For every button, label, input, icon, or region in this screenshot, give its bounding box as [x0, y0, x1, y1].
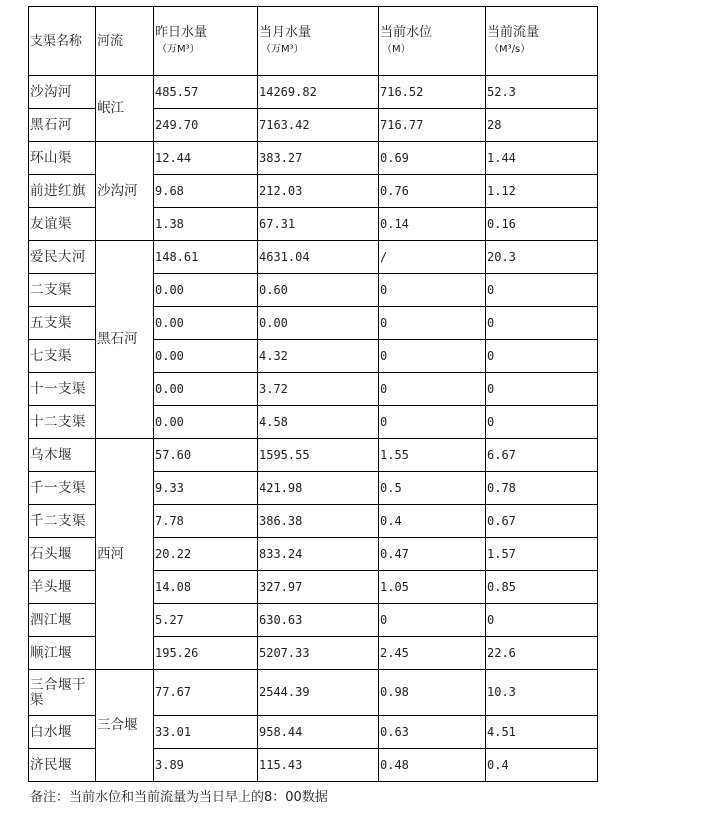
branch-name-cell: 三合堰干渠	[29, 670, 96, 716]
month-volume-cell: 212.03	[258, 175, 379, 208]
branch-name-cell: 沙沟河	[29, 76, 96, 109]
current-flow-cell: 0.16	[486, 208, 598, 241]
branch-name-cell: 羊头堰	[29, 571, 96, 604]
current-level-cell: 0.76	[379, 175, 486, 208]
river-cell: 西河	[96, 439, 154, 670]
yesterday-volume-cell: 249.70	[154, 109, 258, 142]
month-volume-cell: 1595.55	[258, 439, 379, 472]
branch-name-cell: 顺江堰	[29, 637, 96, 670]
month-volume-cell: 4631.04	[258, 241, 379, 274]
current-flow-cell: 4.51	[486, 716, 598, 749]
branch-name-cell: 环山渠	[29, 142, 96, 175]
month-volume-cell: 7163.42	[258, 109, 379, 142]
current-level-cell: 0.48	[379, 749, 486, 782]
branch-name-cell: 千一支渠	[29, 472, 96, 505]
yesterday-volume-cell: 0.00	[154, 307, 258, 340]
month-volume-cell: 958.44	[258, 716, 379, 749]
current-flow-cell: 0.85	[486, 571, 598, 604]
table-row	[29, 142, 598, 175]
branch-name-cell: 十一支渠	[29, 373, 96, 406]
river-cell: 黑石河	[96, 241, 154, 439]
table-row	[29, 439, 598, 472]
branch-name-cell: 十二支渠	[29, 406, 96, 439]
current-level-cell: 0.98	[379, 670, 486, 716]
branch-name-cell: 泗江堰	[29, 604, 96, 637]
branch-name-cell: 乌木堰	[29, 439, 96, 472]
current-flow-cell: 1.12	[486, 175, 598, 208]
header-month-volume: 当月水量 （万M³）	[258, 7, 379, 76]
month-volume-cell: 115.43	[258, 749, 379, 782]
current-level-cell: 0	[379, 406, 486, 439]
current-flow-cell: 0.67	[486, 505, 598, 538]
current-flow-cell: 0.78	[486, 472, 598, 505]
branch-name-cell: 五支渠	[29, 307, 96, 340]
river-cell: 岷江	[96, 76, 154, 142]
yesterday-volume-cell: 0.00	[154, 340, 258, 373]
current-flow-cell: 0	[486, 373, 598, 406]
yesterday-volume-cell: 57.60	[154, 439, 258, 472]
current-level-cell: 0.69	[379, 142, 486, 175]
yesterday-volume-cell: 9.68	[154, 175, 258, 208]
branch-name-cell: 白水堰	[29, 716, 96, 749]
current-flow-cell: 22.6	[486, 637, 598, 670]
header-current-flow: 当前流量 （M³/s）	[486, 7, 598, 76]
footnote: 备注：当前水位和当前流量为当日早上的8：00数据	[30, 790, 328, 805]
current-flow-cell: 0	[486, 274, 598, 307]
yesterday-volume-cell: 0.00	[154, 274, 258, 307]
river-cell: 沙沟河	[96, 142, 154, 241]
month-volume-cell: 833.24	[258, 538, 379, 571]
current-level-cell: /	[379, 241, 486, 274]
yesterday-volume-cell: 7.78	[154, 505, 258, 538]
water-data-table	[28, 6, 598, 782]
yesterday-volume-cell: 33.01	[154, 716, 258, 749]
yesterday-volume-cell: 1.38	[154, 208, 258, 241]
month-volume-cell: 0.60	[258, 274, 379, 307]
current-level-cell: 0.14	[379, 208, 486, 241]
current-flow-cell: 28	[486, 109, 598, 142]
current-level-cell: 0	[379, 373, 486, 406]
branch-name-cell: 七支渠	[29, 340, 96, 373]
current-flow-cell: 0	[486, 307, 598, 340]
branch-name-cell: 二支渠	[29, 274, 96, 307]
current-flow-cell: 0	[486, 406, 598, 439]
yesterday-volume-cell: 12.44	[154, 142, 258, 175]
header-yesterday-volume: 昨日水量 （万M³）	[154, 7, 258, 76]
month-volume-cell: 630.63	[258, 604, 379, 637]
yesterday-volume-cell: 3.89	[154, 749, 258, 782]
table-row	[29, 76, 598, 109]
header-row	[29, 7, 598, 76]
current-flow-cell: 52.3	[486, 76, 598, 109]
month-volume-cell: 5207.33	[258, 637, 379, 670]
branch-name-cell: 石头堰	[29, 538, 96, 571]
current-level-cell: 0	[379, 274, 486, 307]
current-level-cell: 716.52	[379, 76, 486, 109]
month-volume-cell: 4.58	[258, 406, 379, 439]
yesterday-volume-cell: 485.57	[154, 76, 258, 109]
current-flow-cell: 0.4	[486, 749, 598, 782]
branch-name-cell: 济民堰	[29, 749, 96, 782]
yesterday-volume-cell: 0.00	[154, 373, 258, 406]
month-volume-cell: 0.00	[258, 307, 379, 340]
month-volume-cell: 3.72	[258, 373, 379, 406]
month-volume-cell: 67.31	[258, 208, 379, 241]
current-level-cell: 1.05	[379, 571, 486, 604]
month-volume-cell: 2544.39	[258, 670, 379, 716]
current-flow-cell: 0	[486, 340, 598, 373]
yesterday-volume-cell: 195.26	[154, 637, 258, 670]
current-level-cell: 1.55	[379, 439, 486, 472]
current-level-cell: 716.77	[379, 109, 486, 142]
header-river: 河流	[96, 7, 154, 76]
river-cell: 三合堰	[96, 670, 154, 782]
current-level-cell: 2.45	[379, 637, 486, 670]
current-level-cell: 0	[379, 307, 486, 340]
month-volume-cell: 4.32	[258, 340, 379, 373]
current-level-cell: 0	[379, 604, 486, 637]
yesterday-volume-cell: 148.61	[154, 241, 258, 274]
month-volume-cell: 421.98	[258, 472, 379, 505]
current-level-cell: 0.63	[379, 716, 486, 749]
branch-name-cell: 黑石河	[29, 109, 96, 142]
current-flow-cell: 1.44	[486, 142, 598, 175]
branch-name-cell: 爱民大河	[29, 241, 96, 274]
current-level-cell: 0.4	[379, 505, 486, 538]
current-flow-cell: 6.67	[486, 439, 598, 472]
month-volume-cell: 14269.82	[258, 76, 379, 109]
branch-name-cell: 千二支渠	[29, 505, 96, 538]
branch-name-cell: 友谊渠	[29, 208, 96, 241]
current-flow-cell: 0	[486, 604, 598, 637]
table-row	[29, 670, 598, 716]
header-branch-name: 支渠名称	[29, 7, 96, 76]
yesterday-volume-cell: 14.08	[154, 571, 258, 604]
yesterday-volume-cell: 5.27	[154, 604, 258, 637]
branch-name-cell: 前进红旗	[29, 175, 96, 208]
yesterday-volume-cell: 77.67	[154, 670, 258, 716]
table-row	[29, 241, 598, 274]
header-current-level: 当前水位 （M）	[379, 7, 486, 76]
month-volume-cell: 383.27	[258, 142, 379, 175]
yesterday-volume-cell: 20.22	[154, 538, 258, 571]
current-level-cell: 0	[379, 340, 486, 373]
yesterday-volume-cell: 9.33	[154, 472, 258, 505]
month-volume-cell: 386.38	[258, 505, 379, 538]
current-level-cell: 0.47	[379, 538, 486, 571]
yesterday-volume-cell: 0.00	[154, 406, 258, 439]
current-level-cell: 0.5	[379, 472, 486, 505]
current-flow-cell: 10.3	[486, 670, 598, 716]
current-flow-cell: 20.3	[486, 241, 598, 274]
month-volume-cell: 327.97	[258, 571, 379, 604]
current-flow-cell: 1.57	[486, 538, 598, 571]
